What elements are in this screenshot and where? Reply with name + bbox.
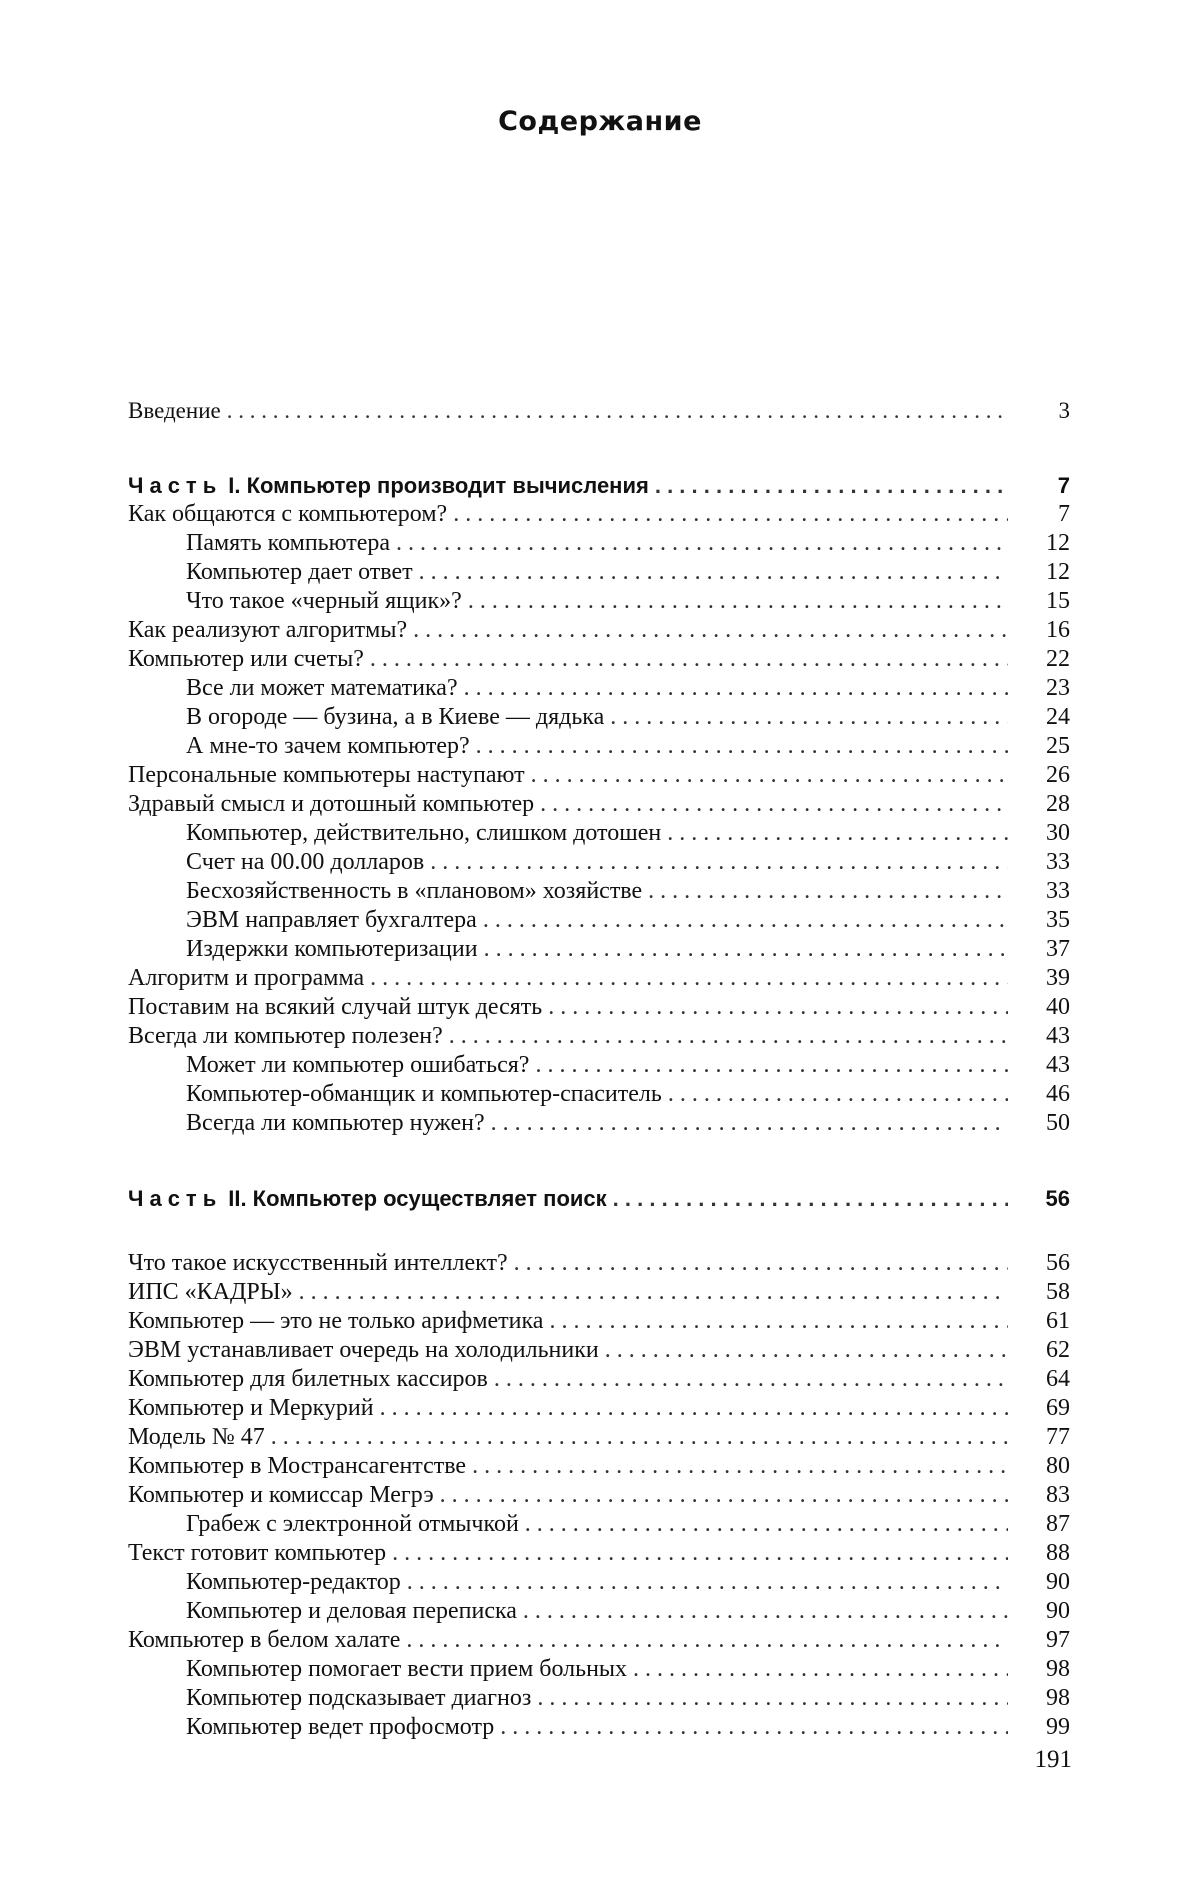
toc-entry-page: 28 — [1046, 791, 1070, 817]
toc-entry — [128, 674, 1070, 703]
dot-leader — [370, 964, 1008, 993]
dot-leader — [610, 703, 1008, 732]
dot-leader — [370, 645, 1008, 674]
toc-entry-page: 98 — [1046, 1685, 1070, 1711]
dot-leader — [633, 1655, 1008, 1684]
toc-entry-label: Всегда ли компьютер нужен? — [186, 1110, 485, 1136]
dot-leader — [406, 1626, 1008, 1655]
dot-leader — [540, 790, 1008, 819]
part-2-entries — [128, 1249, 1070, 1742]
toc-entry-label: Как реализуют алгоритмы? — [128, 617, 408, 643]
toc-entry — [128, 1655, 1070, 1684]
section-gap — [128, 1213, 1070, 1249]
part-word: Часть — [128, 473, 223, 498]
section-gap — [128, 1138, 1070, 1184]
dot-leader — [453, 500, 1008, 529]
dot-leader — [407, 1568, 1008, 1597]
toc-entry-page: 83 — [1046, 1482, 1070, 1508]
dot-leader — [525, 1510, 1008, 1539]
toc-entry-label: Издержки компьютеризации — [186, 936, 478, 962]
toc-entry-page: 43 — [1046, 1052, 1070, 1078]
dot-leader — [523, 1597, 1008, 1626]
toc-entry-label: Компьютер и деловая переписка — [186, 1598, 517, 1624]
toc-entry-page: 35 — [1046, 907, 1070, 933]
toc-entry-page: 15 — [1046, 588, 1070, 614]
table-of-contents — [128, 396, 1070, 1742]
toc-entry — [128, 1452, 1070, 1481]
toc-entry-label: А мне-то зачем компьютер? — [186, 733, 470, 759]
toc-entry — [128, 1423, 1070, 1452]
toc-entry-label: Компьютер ведет профосмотр — [186, 1714, 495, 1740]
toc-entry — [128, 848, 1070, 877]
toc-entry-page: 64 — [1046, 1366, 1070, 1392]
toc-entry-label: Может ли компьютер ошибаться? — [186, 1052, 530, 1078]
toc-entry-page: 7 — [1057, 473, 1070, 498]
toc-entry-page: 37 — [1046, 936, 1070, 962]
toc-entry-page: 88 — [1046, 1540, 1070, 1566]
toc-entry-label: Поставим на всякий случай штук десять — [128, 994, 543, 1020]
toc-entry-label: Компьютер помогает вести прием больных — [186, 1656, 628, 1682]
dot-leader — [548, 993, 1008, 1022]
toc-entry-page: 24 — [1046, 704, 1070, 730]
toc-entry-page: 58 — [1046, 1279, 1070, 1305]
part-word: Часть — [128, 1186, 223, 1211]
toc-entry-label: Введение — [128, 398, 221, 423]
toc-entry — [128, 1481, 1070, 1510]
toc-entry-page: 7 — [1058, 501, 1070, 527]
toc-entry-label: Как общаются с компьютером? — [128, 501, 448, 527]
toc-entry-label: Всегда ли компьютер полезен? — [128, 1023, 443, 1049]
toc-entry — [128, 935, 1070, 964]
toc-entry-page: 50 — [1046, 1110, 1070, 1136]
toc-entry-label: Компьютер, действительно, слишком дотошен — [186, 820, 662, 846]
page-number: 191 — [1034, 1746, 1072, 1773]
part-title: I. Компьютер производит вычисления — [228, 473, 649, 498]
dot-leader — [537, 1684, 1008, 1713]
toc-entry-page: 33 — [1046, 849, 1070, 875]
dot-leader — [484, 935, 1008, 964]
toc-entry-page: 12 — [1046, 530, 1070, 556]
toc-entry-label: Компьютер в Мострансагентстве — [128, 1453, 467, 1479]
dot-leader — [514, 1249, 1008, 1278]
dot-leader — [476, 732, 1008, 761]
part-heading-label — [128, 1184, 607, 1213]
toc-entry-label: ЭВМ устанавливает очередь на холодильники — [128, 1337, 599, 1363]
toc-entry — [128, 964, 1070, 993]
toc-entry-label: Компьютер подсказывает диагноз — [186, 1685, 532, 1711]
toc-entry — [128, 819, 1070, 848]
toc-entry-label: Компьютер и Меркурий — [128, 1395, 374, 1421]
part-1-entries — [128, 500, 1070, 1138]
toc-entry — [128, 1510, 1070, 1539]
toc-entry — [128, 558, 1070, 587]
dot-leader — [413, 616, 1008, 645]
dot-leader — [392, 1539, 1008, 1568]
toc-entry — [128, 877, 1070, 906]
toc-entry — [128, 1109, 1070, 1138]
toc-entry-label: Что такое «черный ящик»? — [186, 588, 462, 614]
toc-entry — [128, 703, 1070, 732]
toc-entry — [128, 1713, 1070, 1742]
toc-entry-label: Грабеж с электронной отмычкой — [186, 1511, 519, 1537]
toc-entry-page: 80 — [1046, 1453, 1070, 1479]
dot-leader — [500, 1713, 1008, 1742]
toc-part-heading — [128, 471, 1070, 500]
toc-entry-page: 56 — [1045, 1186, 1070, 1211]
dot-leader — [605, 1336, 1008, 1365]
dot-leader — [468, 587, 1008, 616]
page-title: Содержание — [498, 106, 702, 137]
toc-entry — [128, 732, 1070, 761]
toc-entry-page: 62 — [1046, 1337, 1070, 1363]
toc-entry-label: Компьютер-обманщик и компьютер-спаситель — [186, 1081, 662, 1107]
toc-entry-page: 90 — [1046, 1569, 1070, 1595]
dot-leader — [494, 1365, 1008, 1394]
toc-entry-label: В огороде — бузина, а в Киеве — дядька — [186, 704, 605, 730]
toc-entry — [128, 993, 1070, 1022]
dot-leader — [535, 1051, 1008, 1080]
toc-entry — [128, 906, 1070, 935]
toc-entry-page: 98 — [1046, 1656, 1070, 1682]
toc-entry-page: 22 — [1046, 646, 1070, 672]
toc-entry — [128, 1022, 1070, 1051]
toc-entry-label: Компьютер для билетных кассиров — [128, 1366, 488, 1392]
dot-leader — [668, 1080, 1008, 1109]
dot-leader — [227, 396, 1008, 425]
toc-entry-label: Компьютер и комиссар Мегрэ — [128, 1482, 434, 1508]
toc-entry-page: 40 — [1046, 994, 1070, 1020]
toc-entry-label: Память компьютера — [186, 530, 391, 556]
dot-leader — [396, 529, 1008, 558]
dot-leader — [419, 558, 1008, 587]
toc-entry-label: Компьютер в белом халате — [128, 1627, 401, 1653]
toc-entry-label: Бесхозяйственность в «плановом» хозяйстве — [186, 878, 643, 904]
toc-entry — [128, 1080, 1070, 1109]
toc-entry-page: 16 — [1046, 617, 1070, 643]
toc-entry-page: 43 — [1046, 1023, 1070, 1049]
toc-entry-label: Все ли может математика? — [186, 675, 458, 701]
toc-entry-page: 30 — [1046, 820, 1070, 846]
toc-entry-label: Компьютер — это не только арифметика — [128, 1308, 544, 1334]
part-heading-label — [128, 471, 649, 500]
dot-leader — [299, 1278, 1008, 1307]
toc-entry — [128, 1539, 1070, 1568]
dot-leader — [449, 1022, 1008, 1051]
toc-entry — [128, 1307, 1070, 1336]
dot-leader — [380, 1394, 1008, 1423]
part-title: II. Компьютер осуществляет поиск — [228, 1186, 607, 1211]
toc-entry-label: Текст готовит компьютер — [128, 1540, 387, 1566]
dot-leader — [531, 761, 1008, 790]
toc-entry-page: 61 — [1046, 1308, 1070, 1334]
toc-entry-page: 97 — [1046, 1627, 1070, 1653]
toc-entry — [128, 616, 1070, 645]
toc-entry — [128, 1684, 1070, 1713]
dot-leader — [613, 1184, 1008, 1213]
toc-entry-label: Компьютер дает ответ — [186, 559, 413, 585]
toc-entry-page: 87 — [1046, 1511, 1070, 1537]
toc-entry — [128, 761, 1070, 790]
dot-leader — [549, 1307, 1008, 1336]
dot-leader — [491, 1109, 1008, 1138]
toc-entry — [128, 1336, 1070, 1365]
toc-entry — [128, 500, 1070, 529]
dot-leader — [655, 471, 1008, 500]
toc-entry — [128, 1626, 1070, 1655]
toc-entry-label: Персональные компьютеры наступают — [128, 762, 525, 788]
toc-entry-label: Компьютер-редактор — [186, 1569, 401, 1595]
dot-leader — [271, 1423, 1008, 1452]
dot-leader — [483, 906, 1008, 935]
toc-entry-page: 26 — [1046, 762, 1070, 788]
toc-entry — [128, 645, 1070, 674]
toc-entry — [128, 587, 1070, 616]
toc-entry-label: Модель № 47 — [128, 1424, 265, 1450]
toc-entry-page: 12 — [1046, 559, 1070, 585]
dot-leader — [430, 848, 1008, 877]
toc-entry-page: 69 — [1046, 1395, 1070, 1421]
toc-entry-label: Счет на 00.00 долларов — [186, 849, 425, 875]
toc-entry-page: 56 — [1046, 1250, 1070, 1276]
toc-entry-page: 46 — [1046, 1081, 1070, 1107]
toc-entry-label: Здравый смысл и дотошный компьютер — [128, 791, 535, 817]
section-gap — [128, 425, 1070, 471]
toc-entry-page: 39 — [1046, 965, 1070, 991]
toc-entry-page: 3 — [1058, 398, 1070, 423]
toc-entry — [128, 1278, 1070, 1307]
toc-entry — [128, 1568, 1070, 1597]
dot-leader — [667, 819, 1008, 848]
toc-entry-page: 99 — [1046, 1714, 1070, 1740]
toc-entry — [128, 1365, 1070, 1394]
toc-entry — [128, 790, 1070, 819]
toc-entry — [128, 529, 1070, 558]
toc-entry-label: ИПС «КАДРЫ» — [128, 1279, 293, 1305]
toc-entry-page: 77 — [1046, 1424, 1070, 1450]
toc-entry-label: ЭВМ направляет бухгалтера — [186, 907, 477, 933]
toc-entry-label: Алгоритм и программа — [128, 965, 365, 991]
toc-entry — [128, 1597, 1070, 1626]
toc-entry — [128, 1051, 1070, 1080]
toc-entry — [128, 1249, 1070, 1278]
toc-entry-page: 33 — [1046, 878, 1070, 904]
toc-entry-introduction — [128, 396, 1070, 425]
dot-leader — [440, 1481, 1008, 1510]
toc-entry-label: Компьютер или счеты? — [128, 646, 364, 672]
toc-entry-page: 25 — [1046, 733, 1070, 759]
dot-leader — [472, 1452, 1008, 1481]
toc-entry — [128, 1394, 1070, 1423]
toc-entry-page: 23 — [1046, 675, 1070, 701]
toc-entry-label: Что такое искусственный интеллект? — [128, 1250, 508, 1276]
toc-entry-page: 90 — [1046, 1598, 1070, 1624]
dot-leader — [464, 674, 1008, 703]
toc-part-heading — [128, 1184, 1070, 1213]
dot-leader — [648, 877, 1008, 906]
